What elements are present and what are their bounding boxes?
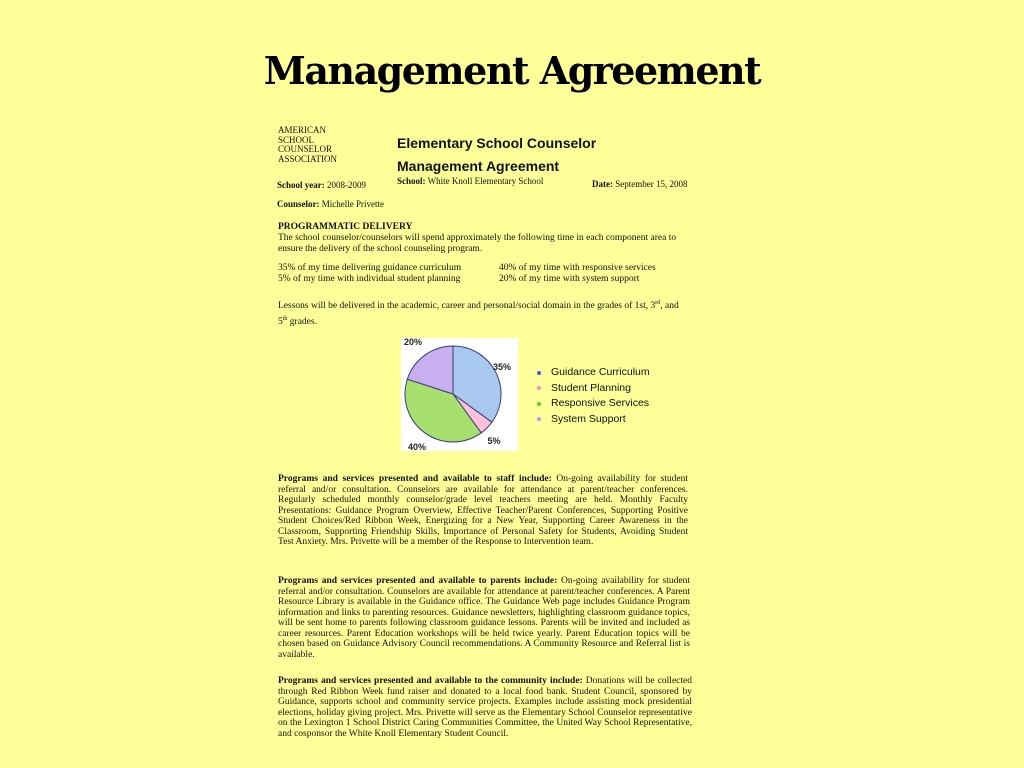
counselor-field (277, 200, 384, 210)
legend-item (537, 412, 650, 428)
org-line: AMERICAN (278, 125, 327, 135)
section-heading: Programs and services presented and available to parents include: (278, 576, 558, 586)
lessons-sup: rd (655, 300, 661, 306)
org-line: ASSOCIATION (278, 153, 338, 164)
legend-item (537, 381, 650, 397)
delivery-heading: PROGRAMMATIC DELIVERY (278, 222, 413, 232)
school-year-label: School year: (277, 180, 325, 190)
legend-swatch (537, 402, 541, 406)
school-field (397, 177, 543, 187)
legend-swatch (537, 417, 541, 421)
date-value: September 15, 2008 (615, 179, 688, 189)
counselor-label: Counselor: (277, 199, 320, 209)
parent-services-section (278, 576, 690, 660)
time-allocation-chart (401, 338, 518, 451)
pie-data-label: 35% (492, 362, 512, 372)
date-label: Date: (592, 179, 613, 189)
legend-item (537, 365, 650, 381)
date-field (592, 180, 688, 190)
lessons-text: , and 5 (278, 301, 679, 328)
section-heading: Programs and services presented and available to the community include: (278, 676, 583, 686)
delivery-item: 5% of my time with individual student planning (278, 274, 461, 284)
slide-title: Management Agreement (263, 48, 761, 93)
section-body: On-going availability for student referral and/or consultation. Counselors are available for attendance at parent/teacher conferences. Regularly scheduled monthly counselor/grade level teachers meeting are held. Monthly Faculty Presentations: Guidance Program Overview, Effective Teacher/Parent Conferences, Supporting Positive Student Choices/Red Ribbon Week, Energizing for a New Year, Supporting Career Awareness in the Classroom, Supporting Friendship Skills, Importance of Personal Safety for Students, Avoiding Student Test Anxiety. Mrs. Privette will be a member of the Response to Intervention team. (278, 474, 689, 547)
org-line: COUNSELOR (278, 144, 333, 154)
pie-data-label: 5% (487, 436, 501, 446)
counselor-value: Michelle Privette (321, 199, 384, 209)
document-title-line1: Elementary School Counselor (397, 135, 597, 151)
legend-swatch (537, 386, 541, 390)
delivery-intro: The school counselor/counselors will spend approximately the following time in each component area to ensure the delivery of the school counseling program. (278, 233, 677, 254)
pie-chart (401, 338, 518, 451)
lessons-text: grades. (287, 317, 317, 328)
legend-label: Responsive Services (551, 397, 650, 409)
school-year-field (277, 181, 366, 191)
school-year-value: 2008-2009 (327, 180, 366, 190)
section-body: Donations will be collected through Red Ribbon Week fund raiser and donated to a local food bank. Student Council, sponsored by Guidance, supports school and community service projects. Examples include assisting mock presidential elections, holiday giving project. Mrs. Privette will serve as the Elementary School Counselor representative on the Lexington 1 School District Caring Communities Committee, the United Way School Representative, and cosponsor the White Knoll Elementary Student Council. (278, 676, 692, 739)
section-heading: Programs and services presented and available to staff include: (278, 474, 552, 484)
pie-data-label: 20% (403, 338, 423, 347)
delivery-item: 35% of my time delivering guidance curriculum (278, 263, 462, 273)
delivery-item: 20% of my time with system support (499, 274, 640, 284)
document-title-line2: Management Agreement (397, 158, 560, 174)
chart-legend (537, 365, 650, 427)
pie-data-label: 40% (407, 442, 427, 451)
legend-label: Student Planning (551, 381, 631, 394)
legend-label: Guidance Curriculum (551, 366, 650, 378)
legend-item (537, 396, 650, 412)
organization-name (278, 126, 358, 164)
school-value: White Knoll Elementary School (427, 176, 544, 186)
staff-services-section (278, 474, 688, 548)
legend-swatch (537, 371, 541, 375)
org-line: SCHOOL (278, 134, 315, 145)
lessons-text: Lessons will be delivered in the academic, career and personal/social domain in the grades of 1st, 3 (278, 301, 656, 312)
school-label: School: (397, 176, 426, 186)
lessons-sup: th (282, 316, 288, 323)
lessons-statement (278, 297, 690, 329)
delivery-item: 40% of my time with responsive services (499, 263, 656, 273)
community-services-section (278, 676, 692, 739)
legend-label: System Support (551, 412, 626, 425)
section-body: On-going availability for student referral and/or consultation. Counselors are available for attendance at parent/teacher conferences. A Parent Resource Library is available in the Guidance office. The Guidance Web page includes Guidance Program information and links to parenting resources. Guidance newsletters, highlighting classroom guidance topics, will be sent home to parents following classroom guidance lessons. Parents will be invited and included as career resources. Parent Education workshops will be held twice yearly. Parent Education topics will be chosen based on Guidance Advisory Council recommendations. A Community Resource and Referral list is available. (278, 576, 690, 660)
